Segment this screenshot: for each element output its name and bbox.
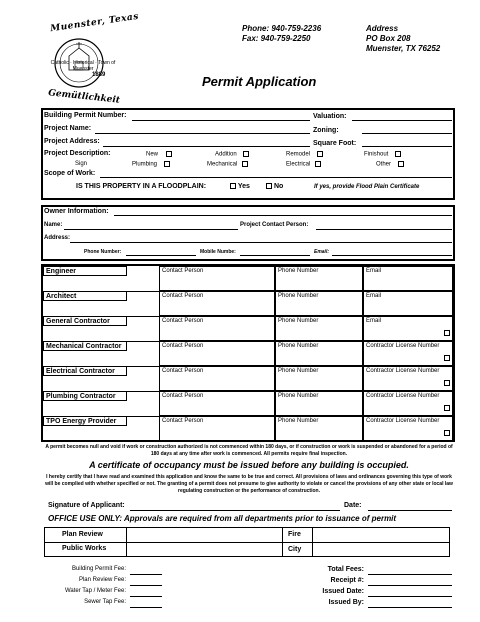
option-label: Sign — [75, 161, 88, 167]
certificate-notice: A certificate of occupancy must be issued before any building is occupied. — [89, 460, 409, 470]
owner-email-field[interactable] — [332, 255, 452, 256]
fee-label: Building Permit Fee: — [71, 566, 126, 572]
option-electrical[interactable] — [286, 161, 321, 168]
fee-field[interactable] — [368, 607, 452, 608]
addition-checkbox[interactable] — [243, 151, 249, 157]
owner-address-label: Address: — [44, 235, 71, 241]
square-foot-field[interactable] — [362, 146, 452, 147]
cell-label: Contact Person — [162, 343, 204, 349]
contractor-checkbox[interactable] — [444, 380, 450, 386]
office-grid-vline-3 — [312, 527, 313, 557]
email-or-license-cell[interactable] — [363, 291, 453, 316]
phone-number-cell[interactable] — [275, 416, 363, 441]
remodel-checkbox[interactable] — [317, 151, 323, 157]
contact-person-cell[interactable] — [159, 341, 275, 366]
yes-checkbox[interactable] — [230, 183, 236, 189]
fee-label: Issued By: — [328, 599, 364, 606]
cell-label: Phone Number — [278, 418, 319, 424]
project-address-label: Project Address: — [44, 138, 100, 145]
option-label: Addition — [215, 151, 237, 158]
fee-field[interactable] — [130, 596, 162, 597]
owner-information-label: Owner Information: — [44, 208, 109, 215]
other-checkbox[interactable] — [398, 161, 404, 167]
phone-number-cell[interactable] — [275, 391, 363, 416]
contractor-role: Mechanical Contractor — [43, 341, 127, 351]
option-new[interactable] — [146, 151, 172, 158]
fee-field[interactable] — [368, 585, 452, 586]
mechanical-checkbox[interactable] — [242, 161, 248, 167]
phone-number-cell[interactable] — [275, 266, 363, 291]
contact-person-cell[interactable] — [159, 291, 275, 316]
plumbing-checkbox[interactable] — [164, 161, 170, 167]
contractor-role: Plumbing Contractor — [43, 391, 127, 401]
owner-name-field[interactable] — [64, 229, 238, 230]
contact-phone: Phone: 940-759-2236 — [242, 24, 322, 33]
contractor-role: Electrical Contractor — [43, 366, 127, 376]
cell-label: Contractor License Number — [366, 418, 440, 424]
void-notice: A permit becomes null and void if work or construction authorized is not commenced within 180 days, or if construction or work is suspended or abandoned for a period of 180 days at any time after work is commenced. All permits require final inspection. — [45, 444, 453, 457]
cell-label: Contact Person — [162, 318, 204, 324]
owner-mobile-field[interactable] — [240, 255, 310, 256]
row-divider — [43, 441, 453, 442]
option-plumbing[interactable] — [132, 161, 170, 168]
logo-bottom-text: Gemütlichkeit — [47, 88, 121, 106]
address-label: Address — [366, 24, 399, 33]
fee-label: Plan Review Fee: — [78, 577, 126, 583]
email-or-license-cell[interactable] — [363, 416, 453, 441]
scope-of-work-label: Scope of Work: — [44, 170, 96, 177]
logo-top-text: Muenster, Texas — [49, 11, 140, 35]
finishout-checkbox[interactable] — [395, 151, 401, 157]
option-other[interactable] — [376, 161, 404, 168]
building-permit-number-label: Building Permit Number: — [44, 112, 127, 119]
contact-person-cell[interactable] — [159, 316, 275, 341]
signature-label: Signature of Applicant: — [48, 502, 125, 509]
office-use-heading: OFFICE USE ONLY: Approvals are required from all departments prior to issuance of permit — [48, 514, 397, 523]
cell-label: Contractor License Number — [366, 393, 440, 399]
contact-person-cell[interactable] — [159, 391, 275, 416]
project-contact-person-field[interactable] — [316, 229, 452, 230]
owner-address-field[interactable] — [70, 242, 452, 243]
signature-date-label: Date: — [344, 502, 362, 509]
floodplain-note: If yes, provide Flood Plain Certificate — [314, 184, 420, 190]
fee-field[interactable] — [368, 596, 452, 597]
contact-person-cell[interactable] — [159, 416, 275, 441]
building-permit-number-field[interactable] — [132, 120, 310, 121]
cell-label: Contact Person — [162, 293, 204, 299]
option-label: Other — [376, 161, 392, 168]
office-grid-vline-2 — [282, 527, 283, 557]
yes-label: Yes — [237, 183, 250, 190]
plan-review-field[interactable] — [128, 528, 280, 541]
project-name-label: Project Name: — [44, 125, 92, 132]
phone-number-cell[interactable] — [275, 366, 363, 391]
square-foot-label: Square Foot: — [313, 140, 357, 147]
option-addition[interactable] — [215, 151, 249, 158]
cell-label: Contact Person — [162, 268, 204, 274]
cell-label: Contact Person — [162, 368, 204, 374]
owner-phone-field[interactable] — [126, 255, 196, 256]
email-or-license-cell[interactable] — [363, 366, 453, 391]
option-remodel[interactable] — [286, 151, 323, 158]
project-description-label: Project Description: — [44, 150, 111, 157]
contractor-checkbox[interactable] — [444, 405, 450, 411]
cell-label: Phone Number — [278, 293, 319, 299]
no-checkbox[interactable] — [266, 183, 272, 189]
floodplain-no[interactable] — [266, 183, 283, 190]
logo-year: 1889 — [92, 72, 106, 78]
fire-field[interactable] — [314, 528, 448, 541]
option-finishout[interactable] — [364, 151, 401, 158]
phone-number-cell[interactable] — [275, 316, 363, 341]
owner-mobile-label: Mobile Numbe: — [200, 249, 236, 255]
option-label: New — [146, 151, 159, 158]
fee-label: Water Tap / Meter Fee: — [64, 588, 126, 594]
cell-label: Email — [366, 293, 382, 299]
valuation-field[interactable] — [352, 120, 452, 121]
option-label: Finishout — [364, 151, 389, 158]
email-or-license-cell[interactable] — [363, 316, 453, 341]
owner-information-field[interactable] — [114, 215, 452, 216]
project-name-field[interactable] — [95, 133, 310, 134]
fee-label: Issued Date: — [322, 588, 364, 595]
contractor-checkbox[interactable] — [444, 355, 450, 361]
phone-number-cell[interactable] — [275, 291, 363, 316]
cell-label: Contractor License Number — [366, 343, 440, 349]
address-line1: PO Box 208 — [366, 34, 411, 43]
fee-field[interactable] — [130, 574, 162, 575]
cell-label: Email — [366, 318, 382, 324]
logo-ring-text: Catholic · Historical · Town of Muenster — [50, 60, 116, 72]
city-label: City — [288, 546, 302, 553]
email-or-license-cell[interactable] — [363, 391, 453, 416]
cell-label: Contact Person — [162, 418, 204, 424]
contractor-role: TPO Energy Provider — [43, 416, 127, 426]
contact-person-cell[interactable] — [159, 366, 275, 391]
project-contact-person-label: Project Contact Person: — [240, 222, 309, 228]
option-label: Mechanical — [207, 161, 238, 168]
cell-label: Contact Person — [162, 393, 204, 399]
fee-field[interactable] — [130, 585, 162, 586]
no-label: No — [273, 183, 284, 190]
cell-label: Phone Number — [278, 393, 319, 399]
email-or-license-cell[interactable] — [363, 341, 453, 366]
zoning-field[interactable] — [362, 133, 452, 134]
contractor-checkbox[interactable] — [444, 430, 450, 436]
page-title: Permit Application — [202, 74, 317, 89]
cell-label: Phone Number — [278, 318, 319, 324]
contractor-checkbox[interactable] — [444, 330, 450, 336]
public-works-field[interactable] — [128, 543, 280, 556]
certify-notice: I hereby certify that I have read and examined this application and know the same to be true and correct. All provisions of laws and ordinances governing this type of work will be complied with whether specified or not. The granting of a permit does not presume to give authority to violate or cancel the provisions of any other state or local law regulating construction or the performance of construction. — [45, 474, 453, 494]
fee-field[interactable] — [130, 607, 162, 608]
fee-field[interactable] — [368, 574, 452, 575]
owner-email-label: Email: — [314, 249, 330, 255]
option-sign[interactable] — [75, 161, 87, 167]
owner-phone-label: Phone Number: — [84, 249, 122, 255]
option-label: Electrical — [286, 161, 311, 168]
scope-of-work-field[interactable] — [100, 177, 452, 178]
office-grid-vline-1 — [126, 527, 127, 557]
floodplain-yes[interactable] — [230, 183, 250, 190]
fee-label: Sewer Tap Fee: — [84, 599, 126, 605]
option-label: Remodel — [286, 151, 311, 158]
public-works-label: Public Works — [62, 545, 107, 552]
cell-label: Phone Number — [278, 268, 319, 274]
project-address-field[interactable] — [103, 146, 310, 147]
option-mechanical[interactable] — [207, 161, 248, 168]
cell-label: Phone Number — [278, 368, 319, 374]
option-label: Plumbing — [132, 161, 158, 168]
fee-label: Receipt #: — [330, 577, 364, 584]
address-line2: Muenster, TX 76252 — [366, 44, 441, 53]
signature-field[interactable] — [130, 510, 340, 511]
electrical-checkbox[interactable] — [315, 161, 321, 167]
fire-label: Fire — [288, 531, 301, 538]
zoning-label: Zoning: — [313, 127, 339, 134]
new-checkbox[interactable] — [166, 151, 172, 157]
city-field[interactable] — [314, 543, 448, 556]
cell-label: Contractor License Number — [366, 368, 440, 374]
valuation-label: Valuation: — [313, 113, 347, 120]
cell-label: Email — [366, 268, 382, 274]
contact-fax: Fax: 940-759-2250 — [242, 34, 311, 43]
contact-person-cell[interactable] — [159, 266, 275, 291]
signature-date-field[interactable] — [368, 510, 452, 511]
contractor-role: Architect — [43, 291, 127, 301]
cell-label: Phone Number — [278, 343, 319, 349]
plan-review-label: Plan Review — [62, 531, 103, 538]
email-or-license-cell[interactable] — [363, 266, 453, 291]
contractor-role: Engineer — [43, 266, 127, 276]
phone-number-cell[interactable] — [275, 341, 363, 366]
floodplain-question: IS THIS PROPERTY IN A FLOODPLAIN: — [76, 183, 207, 190]
owner-name-label: Name: — [44, 222, 63, 228]
fee-label: Total Fees: — [327, 566, 364, 573]
contractor-role: General Contractor — [43, 316, 127, 326]
